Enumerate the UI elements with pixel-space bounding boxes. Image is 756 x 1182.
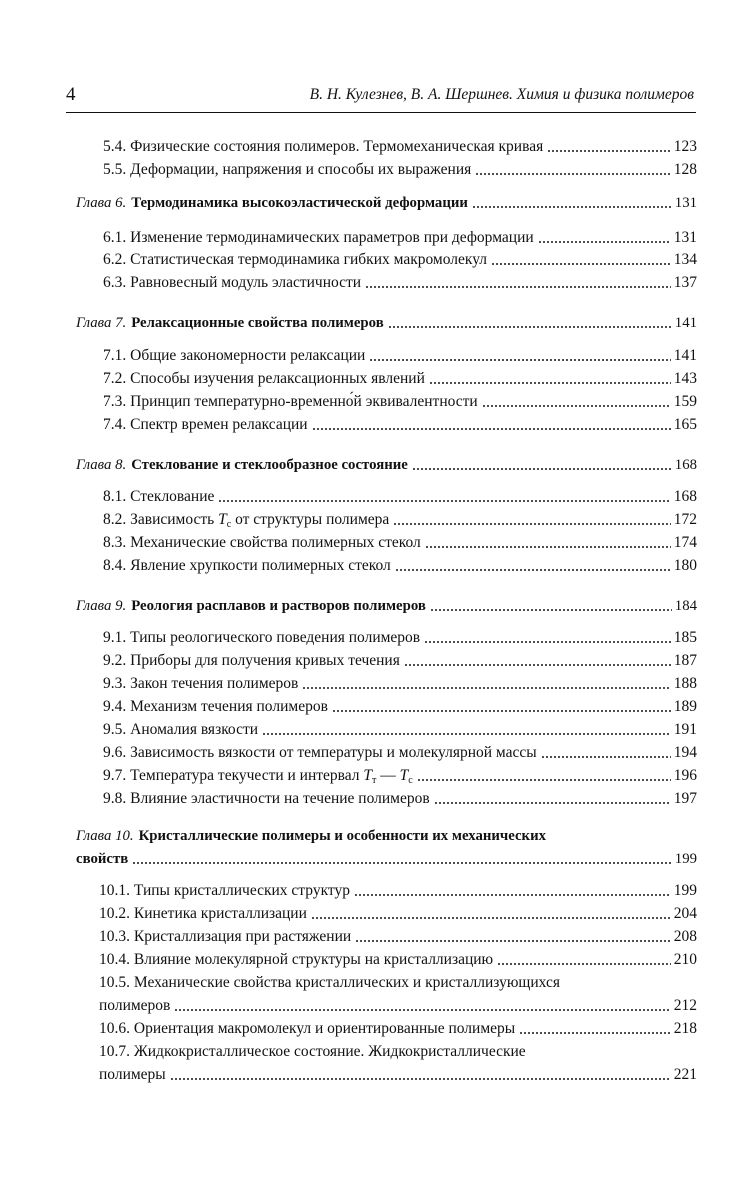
running-header [66, 84, 696, 113]
toc-entry-10-3: 10.3. Кристаллизация при растяжении 208 [99, 928, 697, 945]
toc-chapter-6: Глава 6. Термодинамика высокоэластической деформации 131 [76, 195, 697, 211]
page-number: 4 [66, 84, 76, 105]
running-title: В. Н. Кулезнев, В. А. Шершнев. Химия и физика полимеров [309, 86, 694, 103]
toc-entry-9-6: 9.6. Зависимость вязкости от температуры и молекулярной массы 194 [103, 744, 697, 761]
toc-entry-8-2: 8.2. Зависимость $T_с$ от структуры полимера 172 [103, 511, 697, 530]
toc-entry-7-4: 7.4. Спектр времен релаксации 165 [103, 416, 697, 433]
toc-chapter-10: свойств 199 [76, 851, 697, 867]
toc-entry-5-5: 5.5. Деформации, напряжения и способы их выражения 128 [103, 161, 697, 178]
toc-entry-10-1: 10.1. Типы кристаллических структур 199 [99, 882, 697, 899]
toc-entry-9-5: 9.5. Аномалия вязкости 191 [103, 721, 697, 738]
toc-entry-6-3: 6.3. Равновесный модуль эластичности 137 [103, 274, 697, 291]
toc-chapter-7: Глава 7. Релаксационные свойства полимеров 141 [76, 315, 697, 331]
toc-entry-10-7: полимеры 221 [99, 1066, 697, 1083]
toc-entry-9-3: 9.3. Закон течения полимеров 188 [103, 675, 697, 692]
toc-entry-8-4: 8.4. Явление хрупкости полимерных стекол 180 [103, 557, 697, 574]
toc-entry-9-7: 9.7. Температура текучести и интервал $T_т$ — $T_с$ 196 [103, 767, 697, 786]
toc-entry-6-2: 6.2. Статистическая термодинамика гибких макромолекул 134 [103, 251, 697, 268]
toc-entry-9-1: 9.1. Типы реологического поведения полимеров 185 [103, 629, 697, 646]
toc-entry-10-7-line1: 10.7. Жидкокристаллическое состояние. Жидкокристаллические [99, 1043, 526, 1060]
toc-entry-10-5: полимеров 212 [99, 997, 697, 1014]
toc-entry-10-2: 10.2. Кинетика кристаллизации 204 [99, 905, 697, 922]
toc-entry-10-6: 10.6. Ориентация макромолекул и ориентированные полимеры 218 [99, 1020, 697, 1037]
toc-entry-7-2: 7.2. Способы изучения релаксационных явлений 143 [103, 370, 697, 387]
toc-entry-9-2: 9.2. Приборы для получения кривых течения 187 [103, 652, 697, 669]
toc-entry-9-4: 9.4. Механизм течения полимеров 189 [103, 698, 697, 715]
toc-entry-10-5-line1: 10.5. Механические свойства кристаллических и кристаллизующихся [99, 974, 560, 991]
toc-entry-8-3: 8.3. Механические свойства полимерных стекол 174 [103, 534, 697, 551]
toc-entry-9-8: 9.8. Влияние эластичности на течение полимеров 197 [103, 790, 697, 807]
toc-entry-10-4: 10.4. Влияние молекулярной структуры на кристаллизацию 210 [99, 951, 697, 968]
toc-entry-8-1: 8.1. Стеклование 168 [103, 488, 697, 505]
toc-entry-7-1: 7.1. Общие закономерности релаксации 141 [103, 347, 697, 364]
toc-entry-7-3: 7.3. Принцип температурно-временно́й эквивалентности 159 [103, 393, 697, 410]
toc-chapter-9: Глава 9. Реология расплавов и растворов полимеров 184 [76, 598, 697, 614]
toc-chapter-10-line1: Глава 10. Кристаллические полимеры и особенности их механических [76, 828, 547, 844]
toc-entry-5-4: 5.4. Физические состояния полимеров. Термомеханическая кривая 123 [103, 138, 697, 155]
toc-entry-6-1: 6.1. Изменение термодинамических параметров при деформации 131 [103, 229, 697, 246]
toc-chapter-8: Глава 8. Стеклование и стеклообразное состояние 168 [76, 457, 697, 473]
